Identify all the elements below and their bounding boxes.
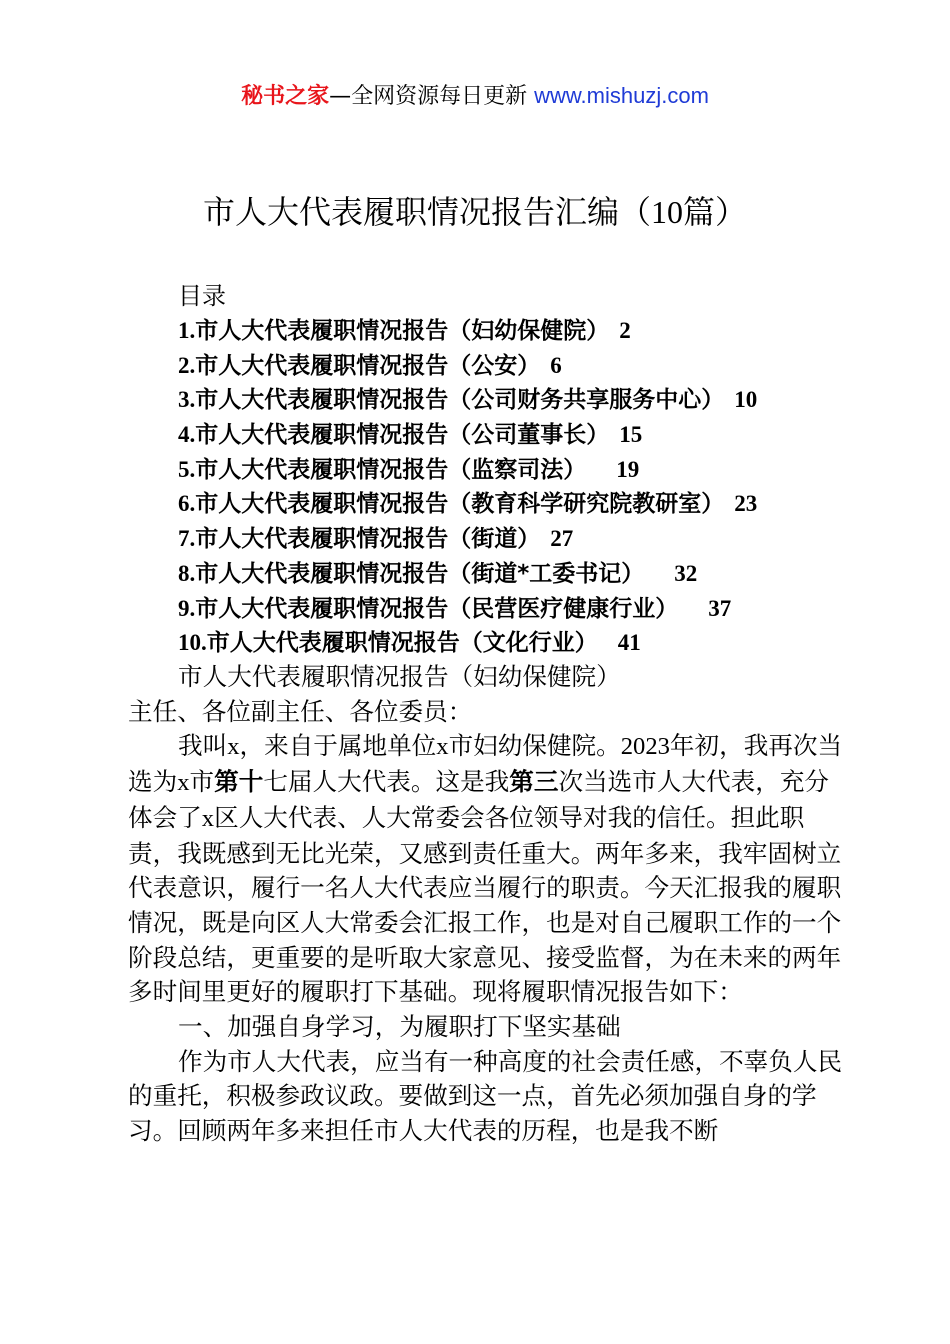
paragraph: 我叫x，来自于属地单位x市妇幼保健院。2023年初，我再次当选为x市第十七届人大代表。这是我第三次当选市人大代表，充分体会了x区人大代表、人大常委会各位领导对我的信任。担此职责，我既感到无比光荣，又感到责任重大。两年多来，我牢固树立代表意识，履行一名人大代表应当履行的职责。今天汇报我的履职情况，既是向区人大常委会汇报工作，也是对自己履职工作的一个阶段总结，更重要的是听取大家意见、接受监督，为在未来的两年多时间里更好的履职打下基础。现将履职情况报告如下： — [128, 731, 843, 1007]
toc-page-number: 15 — [619, 422, 643, 448]
brand-name: 秘书之家 — [241, 84, 330, 109]
toc-item[interactable]: 2.市人大代表履职情况报告（公安） 6 — [178, 352, 562, 379]
document-body — [128, 660, 848, 1149]
toc-page-number: 27 — [550, 526, 574, 552]
salutation: 主任、各位副主任、各位委员： — [128, 696, 473, 726]
paragraph: 作为市人大代表，应当有一种高度的社会责任感，不辜负人民的重托，积极参政议政。要做到这一点，首先必须加强自身的学习。回顾两年多来担任市人大代表的历程，也是我不断 — [128, 1046, 843, 1146]
toc-item[interactable]: 4.市人大代表履职情况报告（公司董事长） 15 — [178, 422, 643, 449]
toc-page-number: 23 — [734, 491, 758, 517]
toc-page-number: 37 — [708, 595, 732, 621]
toc-page-number: 41 — [617, 630, 641, 656]
toc-item[interactable]: 8.市人大代表履职情况报告（街道*工委书记） 32 — [178, 560, 698, 587]
toc-label: 目录 — [178, 282, 226, 310]
section-title: 市人大代表履职情况报告（妇幼保健院） — [178, 662, 621, 691]
toc-page-number: 32 — [674, 560, 698, 586]
toc-page-number: 6 — [550, 352, 562, 378]
site-url-link[interactable]: www.mishuzj.com — [534, 83, 709, 108]
toc-item[interactable]: 1.市人大代表履职情况报告（妇幼保健院） 2 — [178, 318, 631, 344]
table-of-contents — [178, 314, 878, 661]
title-count: 10 — [651, 194, 683, 230]
section-heading: 一、加强自身学习，为履职打下坚实基础 — [178, 1012, 621, 1042]
toc-item[interactable]: 7.市人大代表履职情况报告（街道） 27 — [178, 526, 574, 553]
title-tail: 篇） — [683, 193, 748, 231]
document-title — [0, 190, 950, 234]
header-tagline: —全网资源每日更新 — [329, 84, 528, 109]
title-main: 市人大代表履职情况报告汇编（ — [202, 193, 651, 231]
toc-item[interactable]: 6.市人大代表履职情况报告（教育科学研究院教研室） 23 — [178, 491, 758, 518]
toc-page-number: 2 — [619, 318, 631, 343]
toc-item[interactable]: 3.市人大代表履职情况报告（公司财务共享服务中心） 10 — [178, 387, 758, 414]
site-header — [0, 80, 950, 113]
toc-page-number: 10 — [734, 387, 758, 413]
toc-page-number: 19 — [616, 456, 640, 482]
toc-item[interactable]: 9.市人大代表履职情况报告（民营医疗健康行业） 37 — [178, 595, 732, 622]
toc-item[interactable]: 10.市人大代表履职情况报告（文化行业） 41 — [178, 630, 641, 657]
toc-item[interactable]: 5.市人大代表履职情况报告（监察司法） 19 — [178, 456, 640, 483]
